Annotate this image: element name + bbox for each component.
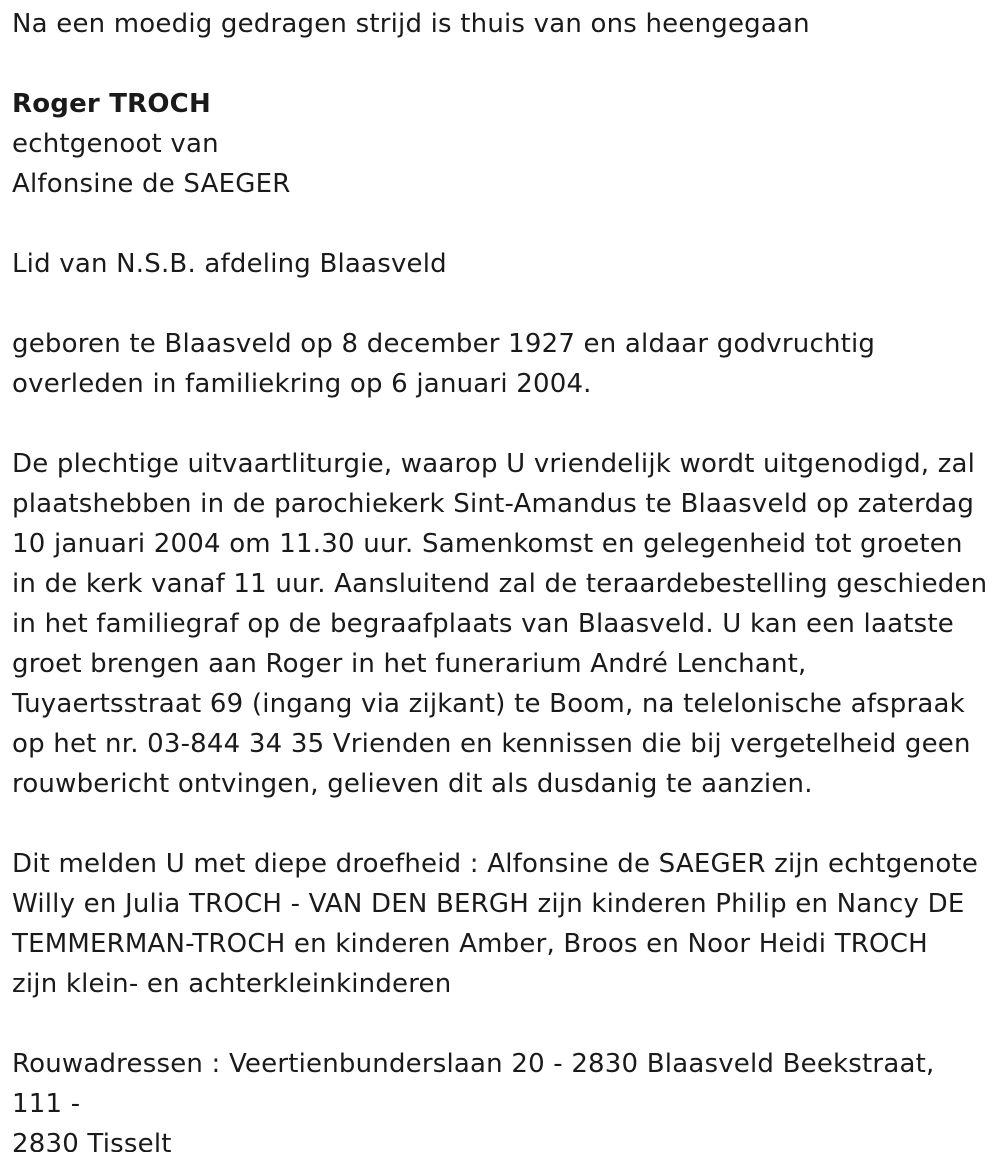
funeral-line: op het nr. 03-844 34 35 Vrienden en kennissen die bij vergetelheid geen bbox=[12, 729, 971, 759]
address-line: Rouwadressen : Veertienbunderslaan 20 - 2830 Blaasveld Beekstraat, 111 - bbox=[12, 1049, 943, 1119]
funeral-line: groet brengen aan Roger in het funerarium André Lenchant, bbox=[12, 649, 807, 679]
deceased-name: Roger TROCH bbox=[12, 89, 211, 119]
birth-line: overleden in familiekring op 6 januari 2004. bbox=[12, 369, 592, 399]
funeral-line: plaatshebben in de parochiekerk Sint-Amandus te Blaasveld op zaterdag bbox=[12, 489, 975, 519]
family-line: Dit melden U met diepe droefheid : Alfonsine de SAEGER zijn echtgenote bbox=[12, 849, 979, 879]
family-line: Willy en Julia TROCH - VAN DEN BERGH zijn kinderen Philip en Nancy DE bbox=[12, 889, 965, 919]
address-line: 2830 Tisselt bbox=[12, 1129, 172, 1152]
family-paragraph bbox=[12, 844, 988, 1004]
birth-line: geboren te Blaasveld op 8 december 1927 en aldaar godvruchtig bbox=[12, 329, 876, 359]
membership-text: Lid van N.S.B. afdeling Blaasveld bbox=[12, 249, 447, 279]
funeral-line: rouwbericht ontvingen, gelieven dit als dusdanig te aanzien. bbox=[12, 769, 813, 799]
intro-text: Na een moedig gedragen strijd is thuis van ons heengegaan bbox=[12, 9, 810, 39]
funeral-line: Tuyaertsstraat 69 (ingang via zijkant) te Boom, na telelonische afspraak bbox=[12, 689, 965, 719]
address-paragraph bbox=[12, 1044, 988, 1152]
family-line: zijn klein- en achterkleinkinderen bbox=[12, 969, 452, 999]
funeral-paragraph bbox=[12, 444, 988, 804]
funeral-line: 10 januari 2004 om 11.30 uur. Samenkomst en gelegenheid tot groeten bbox=[12, 529, 963, 559]
spouse-label: echtgenoot van bbox=[12, 129, 219, 159]
family-line: TEMMERMAN-TROCH en kinderen Amber, Broos en Noor Heidi TROCH bbox=[12, 929, 928, 959]
funeral-line: De plechtige uitvaartliturgie, waarop U vriendelijk wordt uitgenodigd, zal bbox=[12, 449, 976, 479]
funeral-line: in het familiegraf op de begraafplaats van Blaasveld. U kan een laatste bbox=[12, 609, 954, 639]
spouse-name: Alfonsine de SAEGER bbox=[12, 169, 291, 199]
birth-death-paragraph bbox=[12, 324, 988, 404]
deceased-block bbox=[12, 84, 988, 204]
funeral-line: in de kerk vanaf 11 uur. Aansluitend zal de teraardebestelling geschieden bbox=[12, 569, 988, 599]
